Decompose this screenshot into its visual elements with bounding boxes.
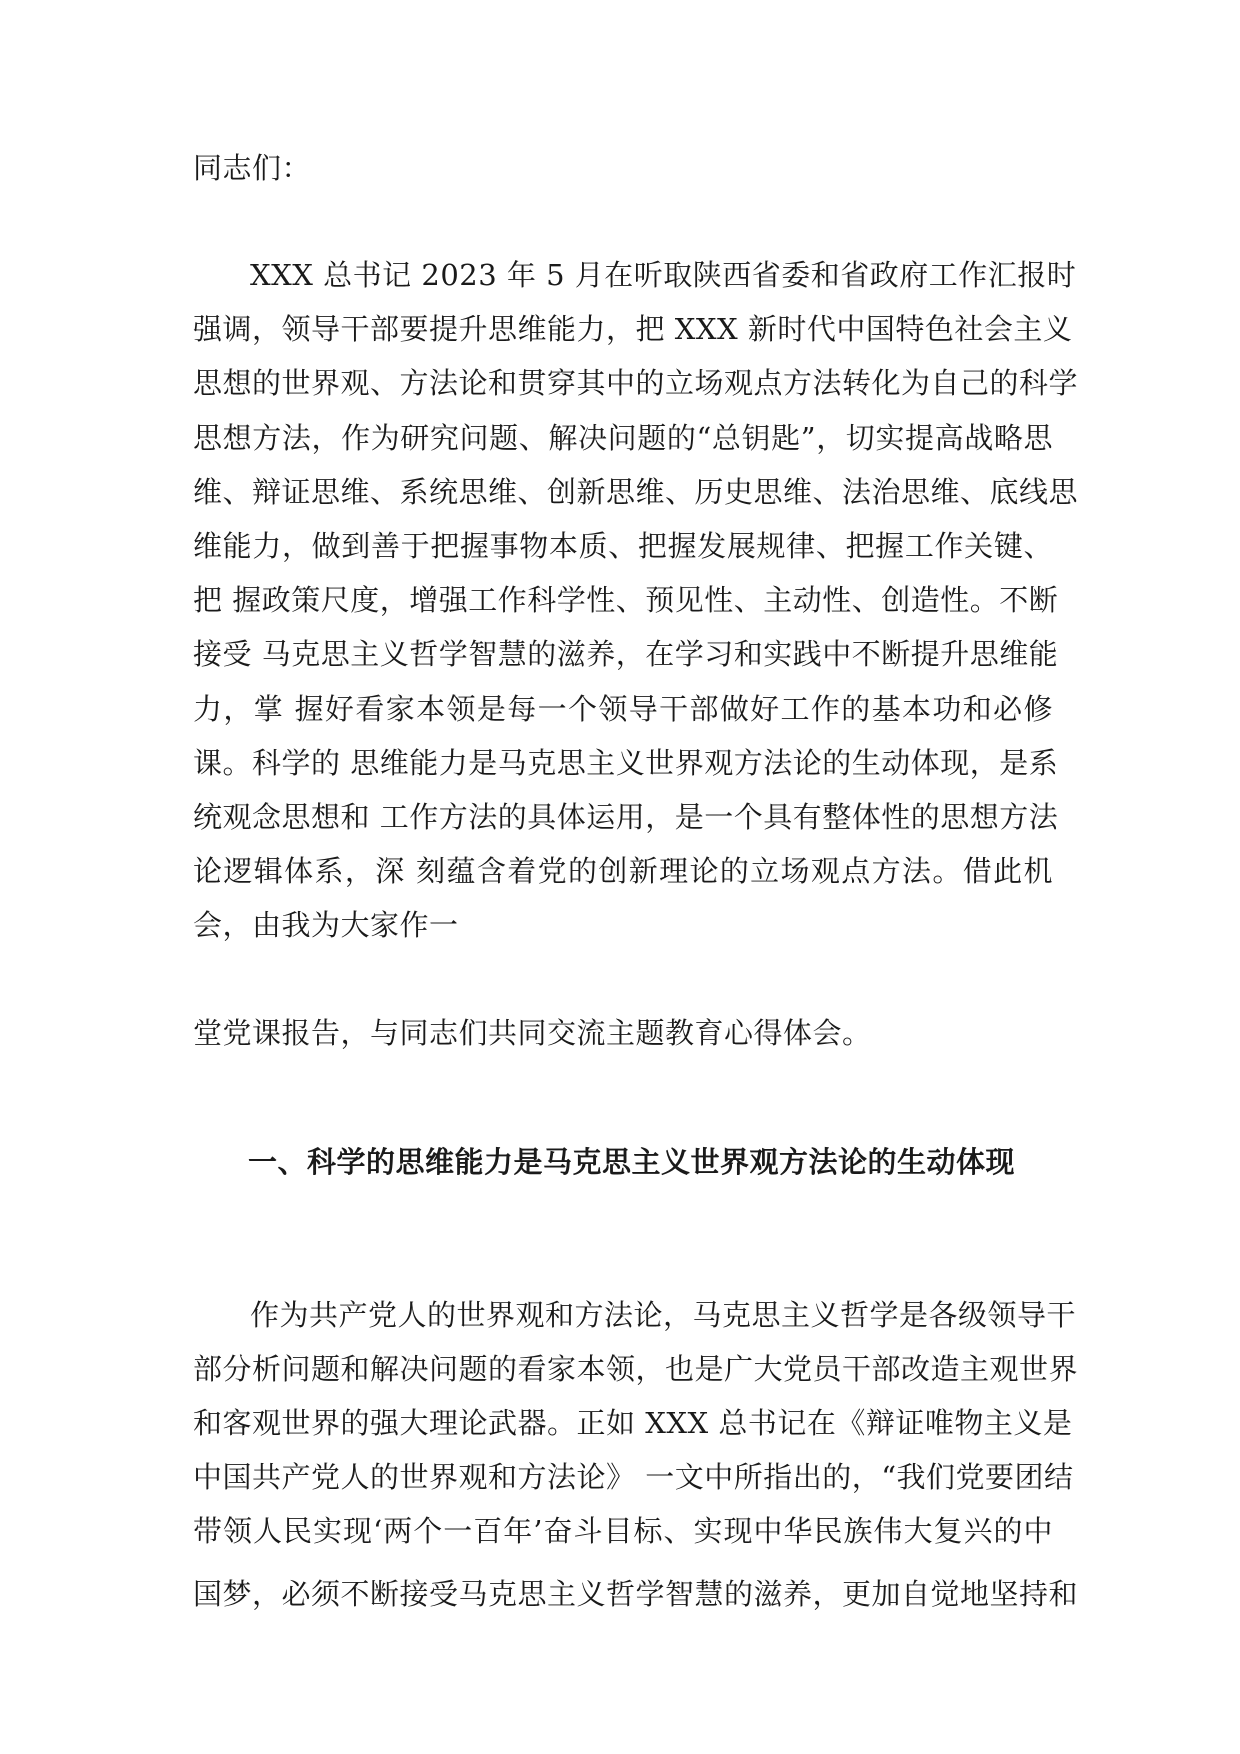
paragraph-1-line-7: 把 握政策尺度，增强工作科学性、预见性、主动性、创造性。不断	[193, 583, 1059, 617]
paragraph-2-line-2: 部分析问题和解决问题的看家本领，也是广大党员干部改造主观世界	[193, 1352, 1079, 1386]
paragraph-1-line-9: 力，掌 握好看家本领是每一个领导干部做好工作的基本功和必修	[193, 692, 1053, 726]
salutation: 同志们：	[193, 151, 312, 185]
paragraph-1-line-11: 统观念思想和 工作方法的具体运用，是一个具有整体性的思想方法	[193, 800, 1059, 834]
paragraph-1-line-2: 强调，领导干部要提升思维能力，把 XXX 新时代中国特色社会主义	[193, 312, 1073, 346]
paragraph-1-tail: 堂党课报告，与同志们共同交流主题教育心得体会。	[193, 1016, 872, 1050]
paragraph-2-line-1: 作为共产党人的世界观和方法论，马克思主义哲学是各级领导干	[250, 1298, 1077, 1332]
paragraph-1-line-10: 课。科学的 思维能力是马克思主义世界观方法论的生动体现，是系	[193, 746, 1059, 780]
paragraph-2-line-6: 国梦，必须不断接受马克思主义哲学智慧的滋养，更加自觉地坚持和	[193, 1577, 1079, 1611]
paragraph-1-line-5: 维、辩证思维、系统思维、创新思维、历史思维、法治思维、底线思	[193, 475, 1079, 509]
paragraph-2-line-3: 和客观世界的强大理论武器。正如 XXX 总书记在《辩证唯物主义是	[193, 1406, 1073, 1440]
paragraph-1-line-4: 思想方法，作为研究问题、解决问题的“总钥匙”，切实提高战略思	[193, 421, 1053, 455]
section-1-heading: 一、科学的思维能力是马克思主义世界观方法论的生动体现	[248, 1145, 1016, 1179]
paragraph-1-line-3: 思想的世界观、方法论和贯穿其中的立场观点方法转化为自己的科学	[193, 366, 1079, 400]
paragraph-1-line-1: XXX 总书记 2023 年 5 月在听取陕西省委和省政府工作汇报时	[250, 258, 1077, 292]
paragraph-2-line-5: 带领人民实现‘两个一百年’奋斗目标、实现中华民族伟大复兴的中	[193, 1514, 1053, 1548]
paragraph-2-line-4: 中国共产党人的世界观和方法论》 一文中所指出的，“我们党要团结	[193, 1460, 1074, 1494]
paragraph-1-line-8: 接受 马克思主义哲学智慧的滋养，在学习和实践中不断提升思维能	[193, 637, 1059, 671]
paragraph-1-line-12: 论逻辑体系，深 刻蕴含着党的创新理论的立场观点方法。借此机	[193, 854, 1053, 888]
paragraph-1-line-6: 维能力，做到善于把握事物本质、把握发展规律、把握工作关键、	[193, 529, 1053, 563]
paragraph-1-line-13: 会，由我为大家作一	[193, 908, 459, 942]
